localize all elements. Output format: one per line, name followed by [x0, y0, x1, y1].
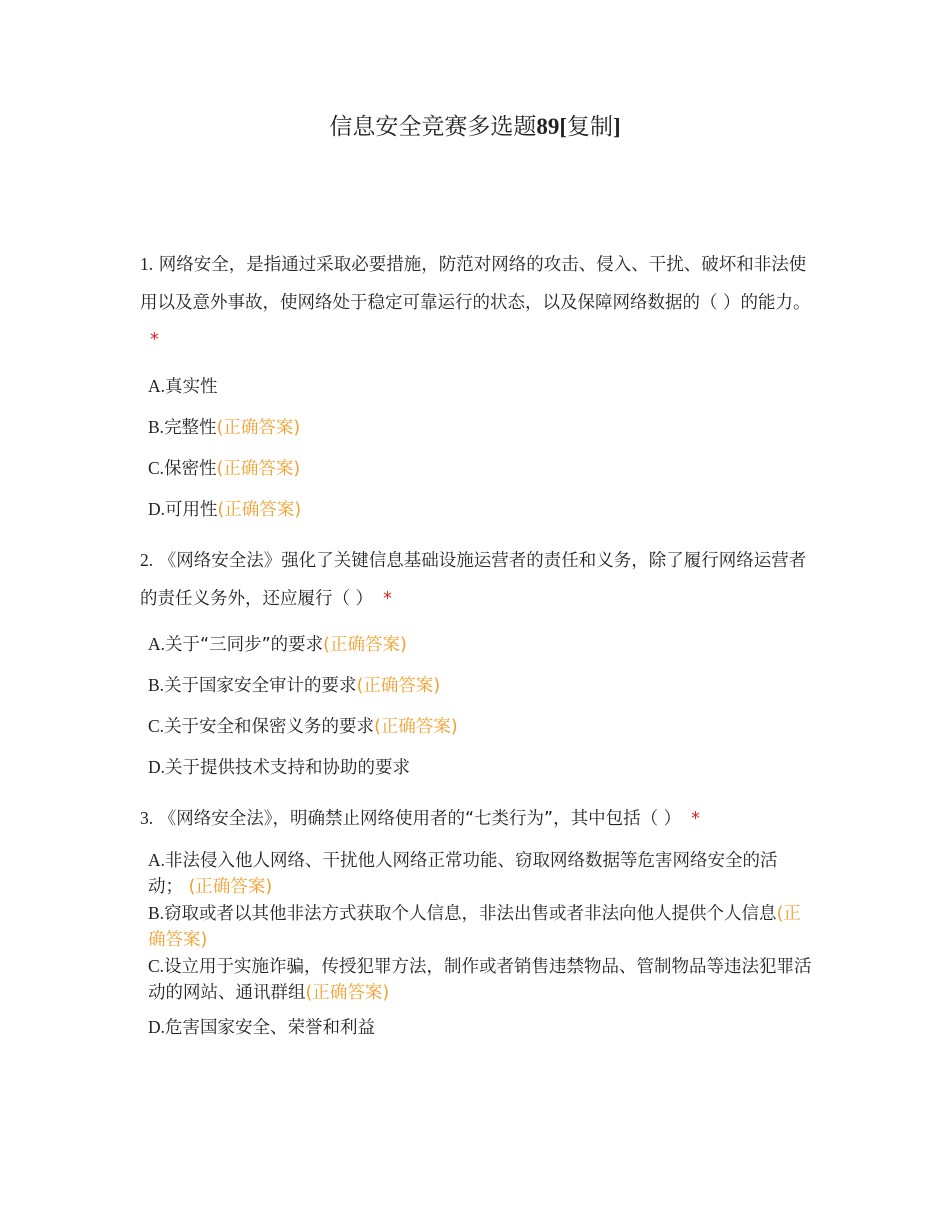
correct-answer-tag: (正确答案)	[148, 903, 801, 950]
page-title	[0, 110, 950, 144]
option-text: 完整性	[164, 417, 217, 438]
question-text: 《网络安全法》，明确禁止网络使用者的“七类行为”，其中包括（ ）	[158, 809, 682, 829]
page-title-text: 信息安全竞赛多选题	[329, 114, 537, 139]
option-b[interactable]	[148, 665, 812, 706]
option-text: 关于安全和保密义务的要求	[164, 717, 375, 737]
required-mark: *	[691, 809, 700, 829]
page-title-close: ]	[613, 114, 621, 139]
option-text: 关于提供技术支持和协助的要求	[165, 758, 411, 778]
option-a[interactable]	[148, 847, 812, 900]
option-letter: D.	[148, 498, 166, 519]
option-letter: B.	[148, 416, 165, 437]
option-letter: B.	[148, 902, 165, 923]
correct-answer-tag: (正确答案)	[356, 676, 441, 696]
option-c[interactable]	[148, 953, 812, 1006]
option-letter: D.	[148, 1016, 166, 1037]
required-mark: *	[150, 330, 159, 350]
option-text: 保密性	[164, 458, 217, 479]
option-text: 关于国家安全审计的要求	[164, 676, 357, 696]
correct-answer-tag: (正确答案)	[216, 458, 301, 479]
option-text: 窃取或者以其他非法方式获取个人信息，非法出售或者非法向他人提供个人信息	[164, 903, 777, 924]
question-stem	[140, 246, 812, 360]
question-2	[140, 542, 812, 788]
option-d[interactable]	[148, 1009, 812, 1046]
question-stem	[140, 800, 812, 839]
option-list	[148, 847, 812, 1046]
correct-answer-tag: (正确答案)	[374, 717, 458, 737]
correct-answer-tag: (正确答案)	[305, 982, 390, 1003]
option-text: 非法侵入他人网络、干扰他人网络正常功能、窃取网络数据等危害网络安全的活动；	[148, 850, 778, 897]
option-a[interactable]	[148, 624, 812, 665]
option-letter: B.	[148, 675, 165, 695]
option-a[interactable]	[148, 366, 812, 407]
required-mark: *	[383, 588, 392, 609]
page-title-copy: 复制	[567, 114, 613, 139]
option-text: 危害国家安全、荣誉和利益	[165, 1017, 376, 1038]
option-b[interactable]	[148, 900, 812, 953]
question-3	[140, 800, 812, 1046]
question-number: 2.	[140, 550, 154, 570]
option-text: 真实性	[165, 376, 218, 397]
question-number: 1.	[140, 254, 154, 274]
option-b[interactable]	[148, 407, 812, 448]
option-c[interactable]	[148, 448, 812, 489]
option-list	[148, 624, 812, 788]
correct-answer-tag: (正确答案)	[217, 499, 302, 520]
option-d[interactable]	[148, 747, 812, 788]
option-text: 关于“三同步”的要求	[165, 635, 324, 655]
page-title-number: 89[	[536, 114, 567, 139]
option-list	[148, 366, 812, 530]
question-stem	[140, 542, 812, 618]
correct-answer-tag: (正确答案)	[216, 417, 301, 438]
option-c[interactable]	[148, 706, 812, 747]
option-letter: C.	[148, 716, 165, 736]
option-text: 可用性	[165, 499, 218, 520]
correct-answer-tag: (正确答案)	[323, 635, 407, 655]
option-text: 设立用于实施诈骗，传授犯罪方法，制作或者销售违禁物品、管制物品等违法犯罪活动的网站、通讯群组	[148, 956, 812, 1003]
option-letter: D.	[148, 757, 166, 777]
question-text: 网络安全，是指通过采取必要措施，防范对网络的攻击、侵入、干扰、破坏和非法使用以及意外事故，使网络处于稳定可靠运行的状态，以及保障网络数据的（ ）的能力。	[140, 255, 811, 313]
option-d[interactable]	[148, 489, 812, 530]
option-letter: C.	[148, 457, 165, 478]
question-1	[140, 246, 812, 530]
option-letter: A.	[148, 849, 166, 870]
option-letter: C.	[148, 955, 165, 976]
correct-answer-tag: (正确答案)	[188, 876, 273, 897]
option-letter: A.	[148, 634, 166, 654]
question-number: 3.	[140, 808, 154, 828]
question-text: 《网络安全法》强化了关键信息基础设施运营者的责任和义务，除了履行网络运营者的责任义务外，还应履行（ ）	[140, 551, 807, 609]
option-letter: A.	[148, 375, 166, 396]
